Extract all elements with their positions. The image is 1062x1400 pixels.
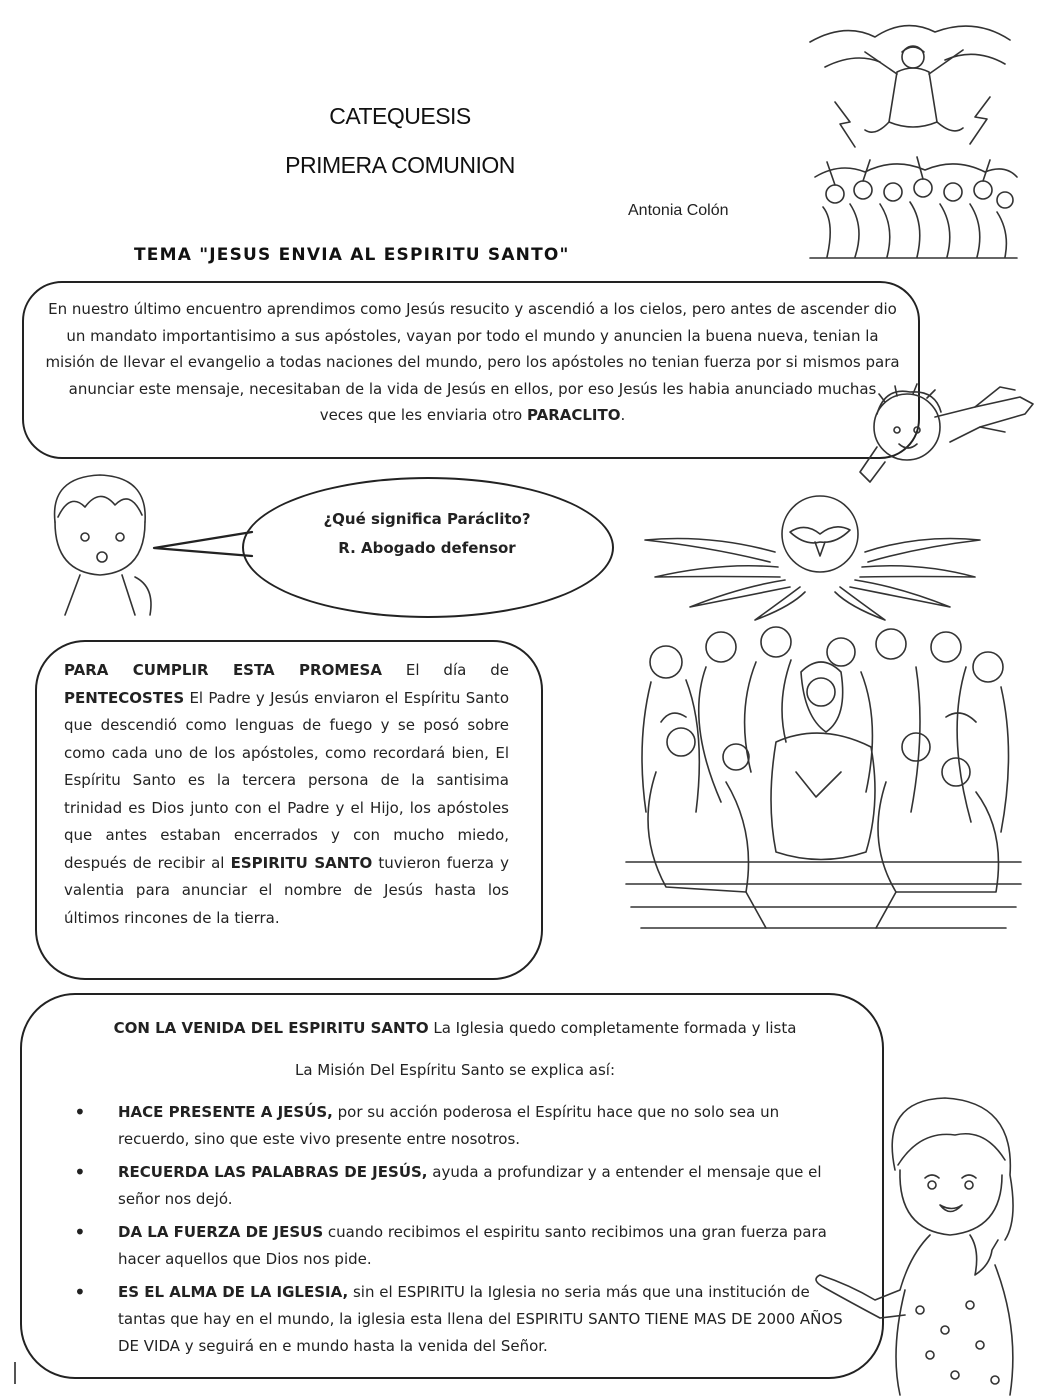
bubble-answer: R. Abogado defensor <box>338 539 516 557</box>
speech-bubble-text <box>262 505 592 563</box>
pentecost-apostles-drawing <box>626 622 1021 930</box>
mission-list <box>60 1099 850 1360</box>
mission-subtitle: La Misión Del Espíritu Santo se explica así: <box>294 1061 616 1079</box>
holy-spirit-dove-drawing <box>640 492 985 622</box>
list-item: • DA LA FUERZA DE JESUS cuando recibimos el espiritu santo recibimos una gran fuerza para hacer aquellos que Dios nos pide. <box>60 1219 850 1273</box>
page-title: CATEQUESIS <box>329 103 471 129</box>
flying-boy-drawing <box>855 372 1040 497</box>
mission-intro: CON LA VENIDA DEL ESPIRITU SANTO La Iglesia quedo completamente formada y lista <box>113 1019 797 1037</box>
author-name: Antonia Colón <box>628 202 729 219</box>
ascension-drawing <box>805 12 1020 262</box>
list-item: • ES EL ALMA DE LA IGLESIA, sin el ESPIRITU la Iglesia no seria más que una institución de tantas que hay en el mundo, la iglesia esta llena del ESPIRITU SANTO TIENE MAS DE 2000 AÑOS DE VIDA y seguirá en e mundo hasta la venida del Señor. <box>60 1279 850 1360</box>
page-subtitle: PRIMERA COMUNION <box>285 152 515 178</box>
girl-pointing-drawing <box>780 1090 1050 1395</box>
promise-text: PARA CUMPLIR ESTA PROMESA El día de PENTECOSTES El Padre y Jesús enviaron el Espíritu Santo que descendió como lenguas de fuego y se posó sobre como cada uno de los apóstoles, como recordará bien, El Espíritu Santo es la tercera persona de la santisima trinidad es Dios junto con el Padre y el Hijo, los apóstoles que antes estaban encerrados y con mucho miedo, después de recibir al ESPIRITU SANTO tuvieron fuerza y valentia para anunciar el nombre de Jesús hasta los últimos rincones de la tierra. <box>64 661 509 927</box>
topic-heading: TEMA "JESUS ENVIA AL ESPIRITU SANTO" <box>134 245 570 265</box>
talking-boy-drawing <box>40 467 165 617</box>
list-item: • HACE PRESENTE A JESÚS, por su acción poderosa el Espíritu hace que no solo sea un recuerdo, sino que este vivo presente entre nosotros. <box>60 1099 850 1153</box>
intro-text: En nuestro último encuentro aprendimos como Jesús resucito y ascendió a los cielos, pero antes de ascender dio un mandato importantisimo a sus apóstoles, vayan por todo el mundo y anuncien la buena nueva, tenian la misión de llevar el evangelio a todas naciones del mundo, pero los apóstoles no tenian fuerza por si mismos para anunciar este mensaje, necesitaban de la vida de Jesús en ellos, por eso Jesús les habia anunciado muchas veces que les enviaria otro PARACLITO. <box>45 300 900 424</box>
bubble-question: ¿Qué significa Paráclito? <box>323 510 531 528</box>
mission-content <box>60 1015 850 1366</box>
margin-mark <box>14 1362 16 1384</box>
list-item: • RECUERDA LAS PALABRAS DE JESÚS, ayuda a profundizar y a entender el mensaje que el señor nos dejó. <box>60 1159 850 1213</box>
